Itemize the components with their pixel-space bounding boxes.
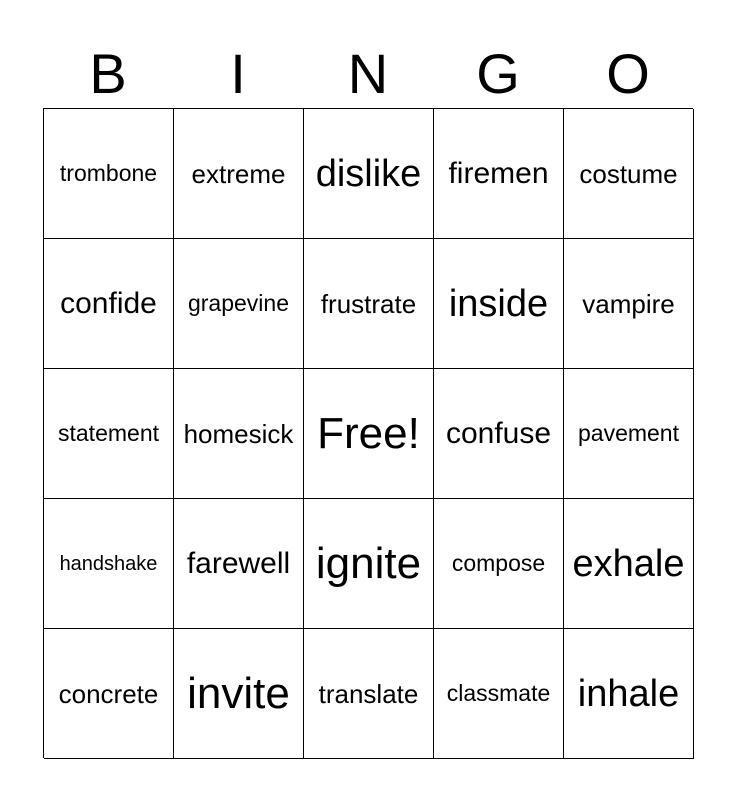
- bingo-cell[interactable]: confuse: [434, 369, 564, 499]
- free-space-cell[interactable]: Free!: [304, 369, 434, 499]
- bingo-cell[interactable]: classmate: [434, 629, 564, 759]
- bingo-cell[interactable]: frustrate: [304, 239, 434, 369]
- bingo-cell[interactable]: invite: [174, 629, 304, 759]
- bingo-cell[interactable]: costume: [564, 109, 694, 239]
- bingo-cell[interactable]: dislike: [304, 109, 434, 239]
- bingo-cell[interactable]: vampire: [564, 239, 694, 369]
- bingo-cell[interactable]: ignite: [304, 499, 434, 629]
- bingo-cell[interactable]: translate: [304, 629, 434, 759]
- bingo-cell[interactable]: statement: [44, 369, 174, 499]
- bingo-cell[interactable]: inhale: [564, 629, 694, 759]
- bingo-cell[interactable]: pavement: [564, 369, 694, 499]
- bingo-cell[interactable]: compose: [434, 499, 564, 629]
- bingo-cell[interactable]: grapevine: [174, 239, 304, 369]
- bingo-cell[interactable]: farewell: [174, 499, 304, 629]
- header-letter-o: O: [606, 42, 650, 105]
- bingo-cell[interactable]: firemen: [434, 109, 564, 239]
- bingo-cell[interactable]: concrete: [44, 629, 174, 759]
- bingo-cell[interactable]: exhale: [564, 499, 694, 629]
- header-letter-b: B: [89, 42, 127, 105]
- header-letter-i: I: [230, 42, 246, 105]
- header-letter-g: G: [476, 42, 520, 105]
- header-letter-n: N: [347, 42, 389, 105]
- bingo-cell[interactable]: trombone: [44, 109, 174, 239]
- bingo-cell[interactable]: inside: [434, 239, 564, 369]
- bingo-cell[interactable]: extreme: [174, 109, 304, 239]
- bingo-cell[interactable]: confide: [44, 239, 174, 369]
- bingo-board: [43, 108, 693, 758]
- bingo-cell[interactable]: homesick: [174, 369, 304, 499]
- bingo-header: [43, 40, 693, 108]
- bingo-cell[interactable]: handshake: [44, 499, 174, 629]
